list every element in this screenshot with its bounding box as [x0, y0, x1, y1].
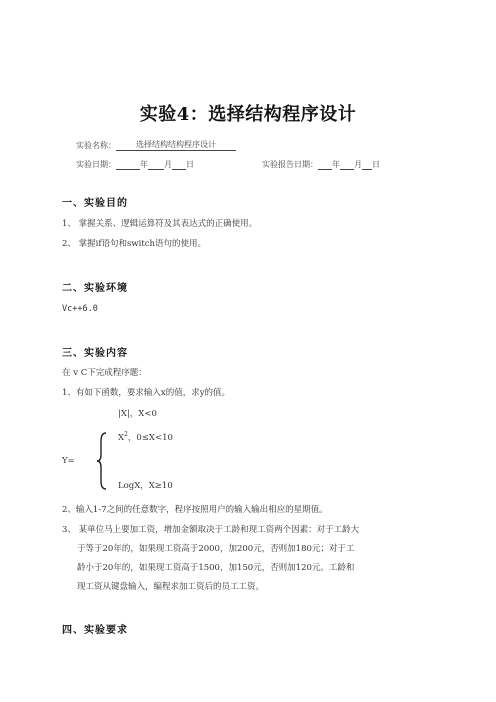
question-1: 1、有如下函数，要求输入x的值，求y的值。	[62, 388, 231, 398]
section-purpose-heading: 一、实验目的	[62, 198, 128, 209]
page-title: 实验4：选择结构程序设计	[139, 104, 357, 125]
formula-case-1: |X|，X<0	[118, 409, 157, 419]
question-3-line-1: 3、 某单位马上要加工资，增加金额取决于工龄和现工资两个因素：对于工龄大	[62, 525, 360, 535]
date-day-label: 日	[186, 160, 194, 169]
report-year-blank	[318, 159, 332, 170]
question-3-line-3: 龄小于20年的，如果现工资高于1500，加150元，否则加120元。工龄和	[77, 563, 355, 573]
date-month-blank	[148, 159, 164, 170]
report-month-label: 月	[354, 160, 362, 169]
section-content-heading: 三、实验内容	[62, 348, 128, 359]
date-month-label: 月	[164, 160, 172, 169]
question-3-line-4: 现工资从键盘输入，编程求加工资后的员工工资。	[77, 582, 265, 592]
question-2: 2、输入1-7之间的任意数字，程序按照用户的输入输出相应的星期值。	[62, 505, 328, 515]
environment-text: Vc++6.0	[62, 304, 98, 314]
content-intro: 在 v C下完成程序题：	[62, 368, 147, 378]
experiment-name-label: 实验名称：	[76, 141, 116, 150]
formula-case-2	[118, 431, 173, 443]
section-environment-heading: 二、实验环境	[62, 283, 128, 294]
date-year-blank	[116, 159, 140, 170]
experiment-date-row	[76, 159, 194, 170]
report-day-blank	[362, 159, 372, 170]
experiment-date-label: 实验日期：	[76, 160, 116, 169]
report-date-row	[262, 159, 380, 170]
report-month-blank	[340, 159, 354, 170]
formula-case-2-exponent: 2	[124, 431, 128, 439]
section-requirements-heading: 四、实验要求	[62, 625, 128, 636]
report-date-label: 实验报告日期：	[262, 160, 318, 169]
question-3-line-2: 于等于20年的，如果现工资高于2000，加200元，否则加180元；对于工	[77, 544, 355, 554]
date-day-blank	[172, 159, 186, 170]
purpose-item-1: 1、 掌握关系、逻辑运算符及其表达式的正确使用。	[62, 219, 258, 229]
report-day-label: 日	[372, 160, 380, 169]
purpose-item-2: 2、 掌握if语句和switch语句的使用。	[62, 239, 206, 249]
formula-lhs: Y=	[62, 456, 75, 466]
left-brace-icon	[95, 431, 109, 491]
experiment-name-row	[76, 140, 236, 151]
formula-case-2-base: X	[118, 433, 125, 443]
report-year-label: 年	[332, 160, 340, 169]
formula-case-3: LogX，X≥10	[118, 481, 173, 491]
experiment-name-value: 选择结构结构程序设计	[116, 140, 236, 151]
formula-case-2-condition: ，0≤X<10	[127, 433, 173, 443]
date-year-label: 年	[140, 160, 148, 169]
